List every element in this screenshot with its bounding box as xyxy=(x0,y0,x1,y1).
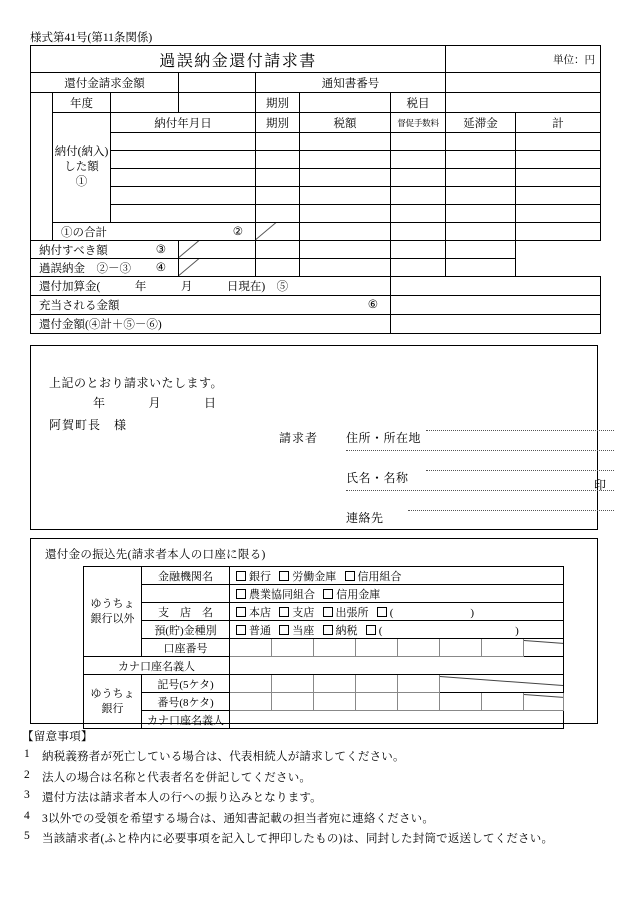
period-value[interactable] xyxy=(300,93,391,113)
summary-label-payable xyxy=(31,241,179,259)
cell-tax-amount[interactable] xyxy=(300,205,391,223)
cell-demand-fee[interactable] xyxy=(391,187,446,205)
column-header-demand-fee: 督促手数料 xyxy=(391,113,446,133)
appropriated-mark: ⑥ xyxy=(367,299,378,311)
notes-section xyxy=(22,728,612,851)
cell-total[interactable] xyxy=(516,205,601,223)
summary-value-delinquency[interactable] xyxy=(391,241,446,259)
column-header-tax-amount: 税額 xyxy=(300,113,391,133)
kana-holder-value-yucho[interactable] xyxy=(230,711,564,729)
checkbox-icon[interactable] xyxy=(236,625,246,635)
option-label-branch-other: ( ) xyxy=(389,606,475,619)
checkbox-agricultural-coop[interactable] xyxy=(236,589,315,601)
summary-mark: ② xyxy=(232,225,243,238)
checkbox-icon[interactable] xyxy=(345,571,355,581)
document-title: 過誤納金還付請求書 xyxy=(31,46,446,73)
cell-period[interactable] xyxy=(256,169,300,187)
non-yucho-label-line1: ゆうちょ xyxy=(90,597,135,610)
cell-period[interactable] xyxy=(256,205,300,223)
row-institution-name xyxy=(84,567,564,585)
declaration-box xyxy=(30,345,607,530)
checkbox-icon[interactable] xyxy=(323,589,333,599)
option-label-deposit-other-close: ) xyxy=(515,624,519,637)
column-header-payment-date: 納付年月日 xyxy=(111,113,256,133)
seal-input-line[interactable] xyxy=(346,490,614,491)
deposit-type-label: 預(貯)金種別 xyxy=(142,621,230,639)
yucho-label-line1: ゆうちょ xyxy=(90,687,135,700)
account-number-unused-cell xyxy=(524,639,564,657)
year-period-header-row xyxy=(31,93,601,113)
summary-text: ①の合計 xyxy=(61,226,107,239)
summary-row-total-1 xyxy=(31,223,601,241)
cell-delinquency[interactable] xyxy=(446,151,516,169)
cell-payment-date[interactable] xyxy=(111,151,256,169)
checkbox-bank[interactable] xyxy=(236,571,271,583)
column-header-period: 期別 xyxy=(256,113,300,133)
name-input-line[interactable] xyxy=(426,470,614,471)
declaration-statement: 上記のとおり請求いたします。 xyxy=(49,376,224,390)
summary-mark: ④ xyxy=(155,261,166,274)
checkbox-icon[interactable] xyxy=(279,571,289,581)
account-number-box[interactable] xyxy=(398,639,440,657)
symbol-box[interactable] xyxy=(230,675,272,693)
table-row xyxy=(31,169,601,187)
contact-input-line[interactable] xyxy=(408,510,614,511)
row-symbol xyxy=(84,675,564,693)
address-input-line-2[interactable] xyxy=(346,450,614,451)
option-label-deposit-other-open: ( xyxy=(378,624,383,637)
note-number: 3 xyxy=(24,789,30,801)
institution-options-row-1[interactable] xyxy=(230,567,564,585)
kana-holder-label-yucho: カナ口座名義人 xyxy=(142,711,230,729)
spacer-left-col xyxy=(31,93,53,241)
fiscal-year-value[interactable] xyxy=(111,93,179,113)
summary-value-tax[interactable] xyxy=(300,223,391,241)
checkbox-tax-payment[interactable] xyxy=(323,625,358,637)
option-label-bank: 銀行 xyxy=(249,570,271,583)
cell-demand-fee[interactable] xyxy=(391,151,446,169)
yucho-label-line2: 銀行 xyxy=(101,702,124,715)
cell-tax-amount[interactable] xyxy=(300,187,391,205)
refund-amount-value[interactable] xyxy=(391,315,601,334)
fiscal-year-extra[interactable] xyxy=(179,93,256,113)
number-box[interactable] xyxy=(314,693,356,711)
checkbox-deposit-other[interactable] xyxy=(366,625,519,637)
yucho-label xyxy=(84,675,142,729)
seal-label: 印 xyxy=(594,478,607,492)
notice-number-value[interactable] xyxy=(446,73,601,93)
number-label: 番号(8ケタ) xyxy=(142,693,230,711)
option-label-current: 当座 xyxy=(292,624,315,637)
note-item xyxy=(22,830,612,846)
row-number xyxy=(84,693,564,711)
cell-delinquency[interactable] xyxy=(446,133,516,151)
notice-header-row xyxy=(31,73,601,93)
summary-value-fee[interactable] xyxy=(300,259,391,277)
cell-delinquency[interactable] xyxy=(446,169,516,187)
appropriated-text: 充当される金額 xyxy=(39,300,120,312)
form-number: 様式第41号(第11条関係) xyxy=(30,32,153,44)
column-header-delinquency: 延滞金 xyxy=(446,113,516,133)
row-deposit-type xyxy=(84,621,564,639)
notes-title: 【留意事項】 xyxy=(22,731,93,743)
summary-value-fee[interactable] xyxy=(300,241,391,259)
summary-row-payable xyxy=(31,241,601,259)
date-day-label: 日 xyxy=(204,396,217,410)
account-number-box[interactable] xyxy=(314,639,356,657)
cell-payment-date[interactable] xyxy=(111,187,256,205)
number-box[interactable] xyxy=(356,693,398,711)
option-label-branch: 支店 xyxy=(292,606,315,619)
summary-value-total[interactable] xyxy=(446,259,516,277)
cell-demand-fee[interactable] xyxy=(391,205,446,223)
claimant-label: 請求者 xyxy=(279,431,319,445)
checkbox-icon[interactable] xyxy=(279,625,289,635)
name-label: 氏名・名称 xyxy=(346,471,409,485)
cell-payment-date[interactable] xyxy=(111,133,256,151)
number-box[interactable] xyxy=(482,693,524,711)
checkbox-icon[interactable] xyxy=(236,571,246,581)
table-row xyxy=(31,133,601,151)
cell-demand-fee[interactable] xyxy=(391,133,446,151)
checkbox-labor-bank[interactable] xyxy=(279,571,336,583)
summary-value-delinquency[interactable] xyxy=(446,223,516,241)
tax-item-label: 税目 xyxy=(391,93,446,113)
cell-total[interactable] xyxy=(516,133,601,151)
refund-addition-value[interactable] xyxy=(391,277,601,296)
deposit-options-row[interactable] xyxy=(230,621,564,639)
summary-label-overpayment xyxy=(31,259,179,277)
cell-payment-date[interactable] xyxy=(111,205,256,223)
refund-amount-label: 還付金額(④計＋⑤－⑥) xyxy=(31,315,391,334)
checkbox-icon[interactable] xyxy=(236,589,246,599)
cell-payment-date[interactable] xyxy=(111,169,256,187)
note-item xyxy=(22,748,612,764)
account-number-box[interactable] xyxy=(440,639,482,657)
note-number: 2 xyxy=(24,768,30,781)
top-table-block xyxy=(30,45,600,334)
paid-amount-label-line2: した額 ① xyxy=(64,161,111,188)
summary-slash-cell xyxy=(179,259,256,277)
table-row xyxy=(31,187,601,205)
non-yucho-label-line2: 銀行以外 xyxy=(90,612,135,625)
contact-label: 連絡先 xyxy=(346,511,384,525)
option-label-labor-bank: 労働金庫 xyxy=(292,570,337,583)
summary-label-total-1 xyxy=(53,223,256,241)
symbol-box[interactable] xyxy=(314,675,356,693)
institution-name-label-cont xyxy=(142,585,230,603)
number-box[interactable] xyxy=(272,693,314,711)
unit-label: 単位：円 xyxy=(446,46,601,73)
cell-total[interactable] xyxy=(516,151,601,169)
number-box[interactable] xyxy=(440,693,482,711)
summary-row-overpayment xyxy=(31,259,601,277)
notice-number-label: 通知書番号 xyxy=(256,73,446,93)
refund-addition-label: 還付加算金( 年 月 日現在) ⑤ xyxy=(31,277,391,296)
checkbox-credit-union[interactable] xyxy=(345,571,402,583)
date-month-label: 月 xyxy=(148,396,162,410)
summary-value-total[interactable] xyxy=(446,241,516,259)
checkbox-sub-branch[interactable] xyxy=(323,607,369,619)
row-kana-holder-non-yucho xyxy=(84,657,564,675)
summary-value-tax[interactable] xyxy=(256,259,300,277)
checkbox-icon[interactable] xyxy=(236,607,246,617)
paid-amount-label-line1: 納付(納入) xyxy=(54,146,109,158)
symbol-box[interactable] xyxy=(356,675,398,693)
note-number: 5 xyxy=(24,830,30,842)
row-kana-holder-yucho xyxy=(84,711,564,729)
account-number-label: 口座番号 xyxy=(142,639,230,657)
table-row xyxy=(31,151,601,169)
account-number-box[interactable] xyxy=(482,639,524,657)
checkbox-branch-other[interactable] xyxy=(377,607,474,619)
summary-mark: ③ xyxy=(155,243,166,256)
cell-delinquency[interactable] xyxy=(446,205,516,223)
summary-value-fee[interactable] xyxy=(391,223,446,241)
option-label-ordinary: 普通 xyxy=(249,624,271,637)
bank-transfer-box xyxy=(30,538,598,727)
option-label-head-office: 本店 xyxy=(249,606,271,619)
institution-name-label: 金融機関名 xyxy=(142,567,230,585)
non-yucho-label xyxy=(84,567,142,657)
option-label-tax-payment: 納税 xyxy=(335,624,358,637)
checkbox-branch[interactable] xyxy=(279,607,314,619)
note-item xyxy=(22,769,612,785)
checkbox-shinkin-bank[interactable] xyxy=(323,589,380,601)
refund-amount-table xyxy=(30,45,601,334)
number-box[interactable] xyxy=(524,693,564,711)
cell-tax-amount[interactable] xyxy=(300,151,391,169)
summary-slash-cell xyxy=(179,241,256,259)
cell-total[interactable] xyxy=(516,169,601,187)
note-text: 当該請求者(ふと枠内に必要事項を記入して押印したもの)は、同封した封筒で返送してください。 xyxy=(42,833,554,845)
period-label: 期別 xyxy=(256,93,300,113)
symbol-box[interactable] xyxy=(272,675,314,693)
number-box[interactable] xyxy=(398,693,440,711)
cell-tax-amount[interactable] xyxy=(300,169,391,187)
branch-name-label: 支 店 名 xyxy=(142,603,230,621)
refund-claim-amount-label: 還付金請求金額 xyxy=(31,73,179,93)
note-text: 還付方法は請求者本人の行への振り込みとなります。 xyxy=(42,792,322,804)
option-label-shinkin-bank: 信用金庫 xyxy=(336,588,381,601)
symbol-box[interactable] xyxy=(398,675,440,693)
column-header-row xyxy=(31,113,601,133)
checkbox-icon[interactable] xyxy=(366,625,376,635)
row-refund-amount xyxy=(31,315,601,334)
row-account-number xyxy=(84,639,564,657)
row-institution-options-2 xyxy=(84,585,564,603)
account-number-box[interactable] xyxy=(356,639,398,657)
column-header-total: 計 xyxy=(516,113,601,133)
note-text: 法人の場合は名称と代表者名を併記してください。 xyxy=(42,771,312,784)
bank-account-table xyxy=(83,566,564,729)
bank-section-title: 還付金の振込先(請求者本人の口座に限る) xyxy=(45,549,266,561)
fiscal-year-label: 年度 xyxy=(53,93,111,113)
checkbox-icon[interactable] xyxy=(323,625,333,635)
institution-options-row-2[interactable] xyxy=(230,585,564,603)
checkbox-icon[interactable] xyxy=(279,607,289,617)
refund-claim-amount-value[interactable] xyxy=(179,73,256,93)
summary-value-delinquency[interactable] xyxy=(391,259,446,277)
note-number: 4 xyxy=(24,809,30,822)
summary-slash-cell xyxy=(256,223,300,241)
date-year-label: 年 xyxy=(93,396,106,410)
paid-amount-label-cell xyxy=(53,113,111,223)
row-appropriated-amount xyxy=(31,296,601,315)
summary-text: 過誤納金 ②－③ xyxy=(39,262,131,275)
checkbox-current[interactable] xyxy=(279,625,314,637)
tax-item-value[interactable] xyxy=(446,93,601,113)
cell-period[interactable] xyxy=(256,187,300,205)
declaration-date-line xyxy=(93,394,217,411)
symbol-unused-cell xyxy=(440,675,564,693)
checkbox-icon[interactable] xyxy=(323,607,333,617)
addressee-label: 阿賀町長 様 xyxy=(49,418,128,432)
symbol-label: 記号(5ケタ) xyxy=(142,675,230,693)
kana-holder-value[interactable] xyxy=(230,657,564,675)
appropriated-amount-label xyxy=(31,296,391,315)
account-number-box[interactable] xyxy=(272,639,314,657)
summary-text: 納付すべき額 xyxy=(39,244,108,257)
row-branch-name xyxy=(84,603,564,621)
summary-value-tax[interactable] xyxy=(256,241,300,259)
cell-period[interactable] xyxy=(256,151,300,169)
option-label-agricultural-coop: 農業協同組合 xyxy=(249,588,315,601)
cell-total[interactable] xyxy=(516,187,601,205)
checkbox-ordinary[interactable] xyxy=(236,625,271,637)
row-refund-addition xyxy=(31,277,601,296)
option-label-credit-union: 信用組合 xyxy=(357,570,402,583)
note-number: 1 xyxy=(24,748,30,760)
cell-tax-amount[interactable] xyxy=(300,133,391,151)
cell-period[interactable] xyxy=(256,133,300,151)
option-label-sub-branch: 出張所 xyxy=(335,606,369,619)
note-text: 納税義務者が死亡している場合は、代表相続人が請求してください。 xyxy=(42,751,405,763)
address-label: 住所・所在地 xyxy=(346,431,422,445)
checkbox-icon[interactable] xyxy=(377,607,387,617)
note-text: 3以外での受領を希望する場合は、通知書記載の担当者宛に連絡ください。 xyxy=(42,812,435,825)
appropriated-amount-value[interactable] xyxy=(391,296,601,315)
kana-holder-label: カナ口座名義人 xyxy=(84,657,230,675)
address-input-line[interactable] xyxy=(426,430,614,431)
branch-options-row[interactable] xyxy=(230,603,564,621)
note-item xyxy=(22,789,612,805)
summary-value-total[interactable] xyxy=(516,223,601,241)
note-item xyxy=(22,810,612,826)
table-row xyxy=(31,205,601,223)
title-row xyxy=(31,46,601,73)
cell-delinquency[interactable] xyxy=(446,187,516,205)
account-number-box[interactable] xyxy=(230,639,272,657)
checkbox-head-office[interactable] xyxy=(236,607,271,619)
cell-demand-fee[interactable] xyxy=(391,169,446,187)
number-box[interactable] xyxy=(230,693,272,711)
